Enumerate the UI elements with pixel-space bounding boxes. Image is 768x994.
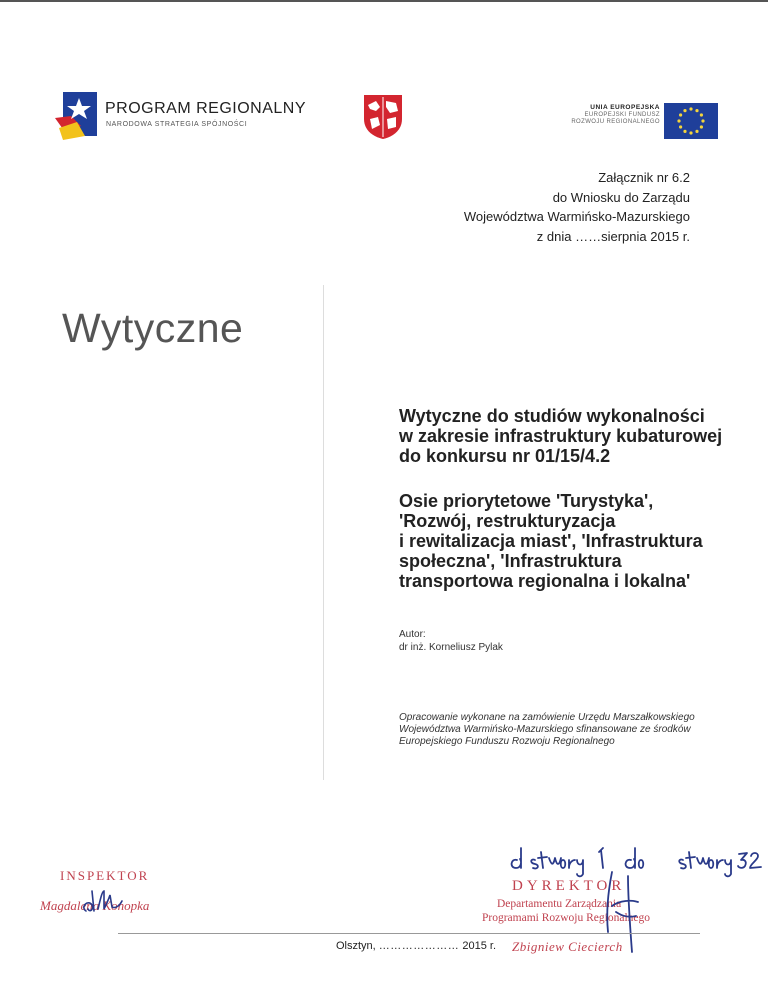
eu-title: UNIA EUROPEJSKA [590,104,660,111]
eu-flag-icon [664,103,718,139]
funding-note [399,712,695,748]
document-title-line2: w zakresie infrastruktury kubaturowej [399,426,723,446]
program-regionalny-logo [55,92,307,142]
author-label: Autor: [399,629,426,640]
priority-axes-line4: społeczna', 'Infrastruktura [399,551,622,571]
signature-baseline [118,933,700,934]
program-regionalny-icon [55,92,99,140]
warmia-mazury-crest [362,93,404,139]
eu-fund-line2: ROZWOJU REGIONALNEGO [571,119,660,125]
annex-line1: Załącznik nr 6.2 [598,170,690,185]
funding-note-line1: Opracowanie wykonane na zamówienie Urzędu Marszałkowskiego [399,712,695,723]
eu-logo-block [552,103,722,141]
place: Olsztyn, [336,940,376,952]
funding-note-line3: Europejskiego Funduszu Rozwoju Regionalnego [399,736,615,747]
author-name: dr inż. Korneliusz Pylak [399,642,503,653]
eu-text [571,104,660,125]
priority-axes-line5: transportowa regionalna i lokalna' [399,571,691,591]
priority-axes-line2: 'Rozwój, restrukturyzacja [399,511,616,531]
funding-note-line2: Województwa Warmińsko-Mazurskiego sfinansowane ze środków [399,724,691,735]
program-title: PROGRAM REGIONALNY [105,100,307,117]
inspektor-signature [80,885,140,919]
priority-axes-title [399,491,703,591]
dyrektor-dept-line1: Departamentu Zarządzania [497,898,622,910]
priority-axes-line1: Osie priorytetowe 'Turystyka', [399,491,654,511]
dyrektor-signature [598,866,648,956]
priority-axes-line3: i rewitalizacja miast', 'Infrastruktura [399,531,703,551]
author-block [399,628,503,654]
document-title-line1: Wytyczne do studiów wykonalności [399,406,705,426]
program-subtitle: NARODOWA STRATEGIA SPÓJNOŚCI [106,121,248,128]
vertical-divider [323,285,324,780]
inspektor-stamp-title: INSPEKTOR [60,868,150,883]
dyrektor-stamp-name: Zbigniew Ciecierch [512,939,623,954]
document-title [399,406,722,466]
document-title-line3: do konkursu nr 01/15/4.2 [399,446,611,466]
top-border-line [0,0,768,2]
dyrektor-dept-line2: Programami Rozwoju Regionalnego [482,912,650,924]
year: 2015 r. [462,940,496,952]
annex-line2: do Wniosku do Zarządu [552,189,690,205]
crest-icon [362,93,404,139]
annex-line4: z dnia ……sierpnia 2015 r. [536,228,690,244]
dyrektor-stamp-title: DYREKTOR [512,878,626,894]
big-title: Wytyczne [62,305,244,351]
annex-line3: Województwa Warmińsko-Mazurskiego [463,209,690,224]
eu-fund-line1: EUROPEJSKI FUNDUSZ [584,112,660,118]
inspektor-stamp-name: Magdalena Konopka [40,898,150,913]
place-date-line [336,940,496,952]
date-dots: ………………… [378,940,460,952]
annex-info [464,168,690,246]
